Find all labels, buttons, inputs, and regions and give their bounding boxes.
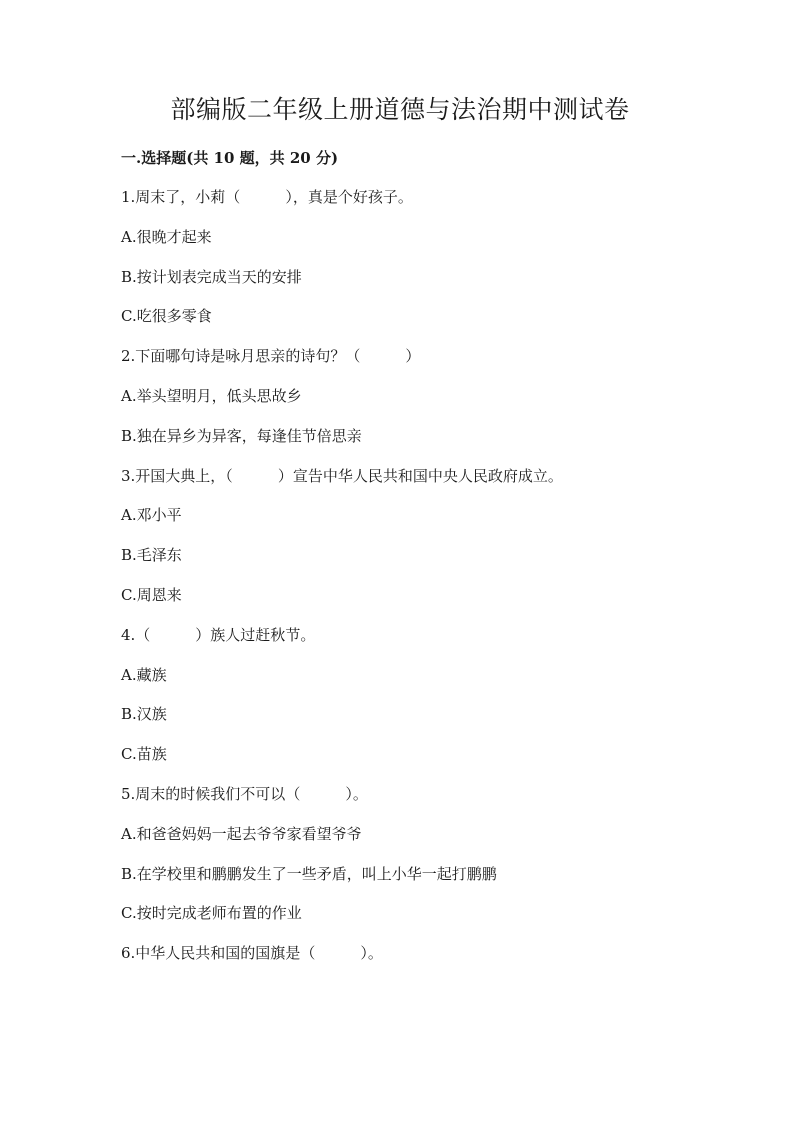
question-4-option-a: A.藏族	[121, 665, 167, 684]
question-1: 1.周末了，小莉（ ），真是个好孩子。	[121, 188, 413, 206]
question-1-option-b: B.按计划表完成当天的安排	[121, 267, 302, 286]
question-5-option-a: A.和爸爸妈妈一起去爷爷家看望爷爷	[121, 824, 362, 843]
section-heading: 一.选择题(共 10 题，共 20 分)	[121, 149, 339, 167]
question-2: 2.下面哪句诗是咏月思亲的诗句？（ ）	[121, 347, 421, 366]
question-4: 4.（ ）族人过赶秋节。	[121, 625, 316, 644]
question-5: 5.周末的时候我们不可以（ ）。	[121, 784, 368, 803]
question-2-option-a: A.举头望明月，低头思故乡	[121, 386, 302, 405]
question-5-option-c: C.按时完成老师布置的作业	[121, 904, 302, 923]
question-3-option-b: B.毛泽东	[121, 546, 182, 565]
question-list	[121, 185, 721, 981]
question-4-option-c: C.苗族	[121, 745, 167, 764]
page-title: 部编版二年级上册道德与法治期中测试卷	[170, 95, 630, 124]
question-5-option-b: B.在学校里和鹏鹏发生了一些矛盾，叫上小华一起打鹏鹏	[121, 864, 497, 883]
question-6: 6.中华人民共和国的国旗是（ ）。	[121, 944, 383, 963]
question-4-option-b: B.汉族	[121, 705, 167, 724]
question-1-option-c: C.吃很多零食	[121, 307, 212, 326]
question-3-option-c: C.周恩来	[121, 585, 182, 604]
question-2-option-b: B.独在异乡为异客，每逢佳节倍思亲	[121, 426, 362, 445]
question-1-option-a: A.很晚才起来	[121, 227, 212, 246]
question-3-option-a: A.邓小平	[121, 506, 182, 525]
question-3: 3.开国大典上，（ ）宣告中华人民共和国中央人民政府成立。	[121, 466, 563, 485]
